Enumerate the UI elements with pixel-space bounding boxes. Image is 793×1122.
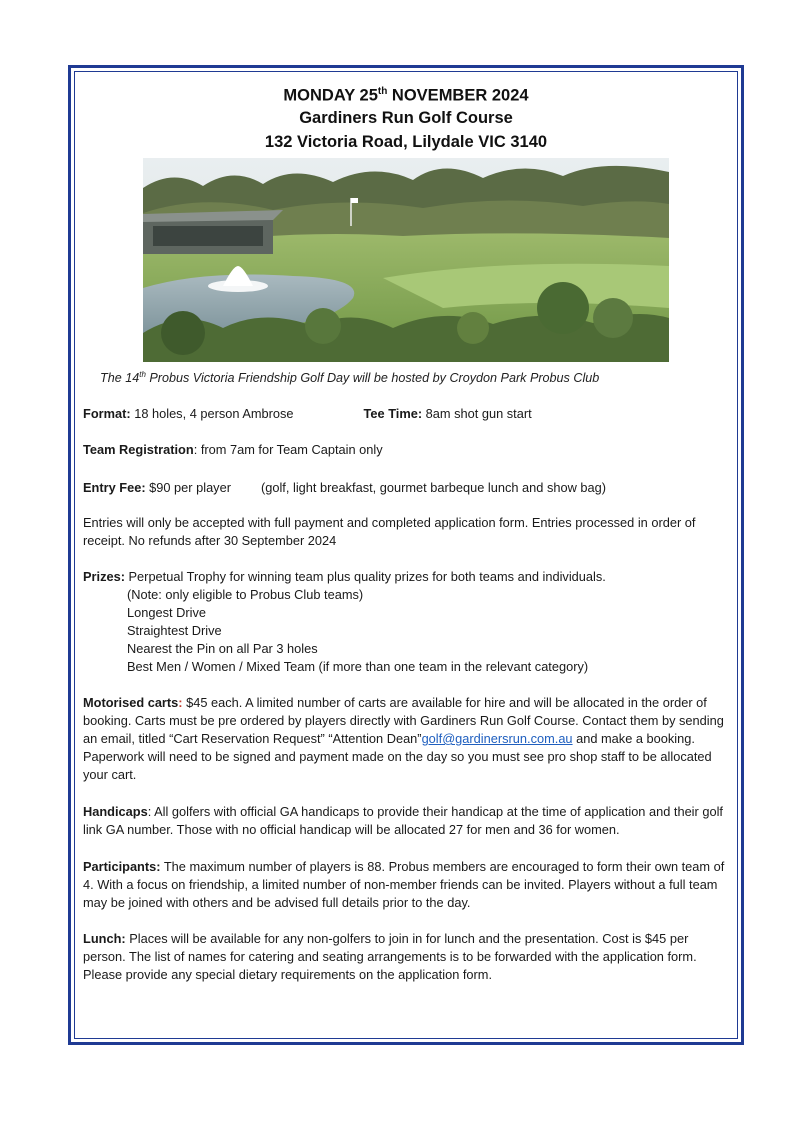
lunch: Lunch: Places will be available for any non-golfers to join in for lunch and the presentation. Cost is $45 per person. The list of names for catering and seating arrangements is to be forwarded with the application form. Please provide any special dietary requirements on the application form.	[83, 931, 697, 982]
participants: Participants: The maximum number of players is 88. Probus members are encouraged to form their own team of 4. With a focus on friendship, a limited number of non-member friends can be invited. Players without a full team may be joined with others and be advised full details prior to the day.	[83, 859, 725, 910]
team-registration: Team Registration: from 7am for Team Captain only	[83, 442, 383, 457]
prize-item: Nearest the Pin on all Par 3 holes	[127, 641, 318, 656]
prize-item: (Note: only eligible to Probus Club teams)	[127, 587, 364, 602]
format-line: Format: 18 holes, 4 person Ambrose Tee Time: 8am shot gun start	[83, 406, 532, 421]
event-date: MONDAY 25th NOVEMBER 2024	[283, 86, 529, 105]
entries-text: Entries will only be accepted with full payment and completed application form. Entries processed in order of receipt. No refunds after 30 September 2024	[83, 515, 696, 548]
prize-item: Straightest Drive	[127, 623, 222, 638]
prize-item: Longest Drive	[127, 605, 206, 620]
photo-caption: The 14th Probus Victoria Friendship Golf Day will be hosted by Croydon Park Probus Club	[100, 370, 600, 386]
venue-address: 132 Victoria Road, Lilydale VIC 3140	[264, 133, 548, 151]
venue-name: Gardiners Run Golf Course	[299, 109, 513, 127]
entry-fee: Entry Fee: $90 per player (golf, light breakfast, gourmet barbeque lunch and show bag)	[83, 480, 606, 495]
email-link[interactable]: golf@gardinersrun.com.au	[421, 731, 573, 746]
prize-item: Best Men / Women / Mixed Team (if more than one team in the relevant category)	[127, 659, 589, 674]
handicaps: Handicaps: All golfers with official GA handicaps to provide their handicap at the time of application and their golf link GA number. Those with no official handicap will be allocated 27 for men and 36 for women.	[83, 804, 723, 837]
prizes: Prizes: Perpetual Trophy for winning team plus quality prizes for both teams and individuals. (Note: only eligible to Probus Club teams) Longest Drive Straightest Drive Nearest the Pin on all Par 3 holes Best Men / Women / Mixed Team (if more than one team in the relevant category)	[83, 568, 733, 676]
motorised-carts: Motorised carts: $45 each. A limited number of carts are available for hire and will be allocated in the order of booking. Carts must be pre ordered by players directly with Gardiners Run Golf Course. Contact them by sending an email, titled “Cart Reservation Request” “Attention Dean”golf@gardinersrun.com.au and make a booking. Paperwork will need to be signed and payment made on the day so you must see pro shop staff to be allocated your cart.	[83, 695, 724, 782]
golf-course-photo	[143, 158, 669, 362]
